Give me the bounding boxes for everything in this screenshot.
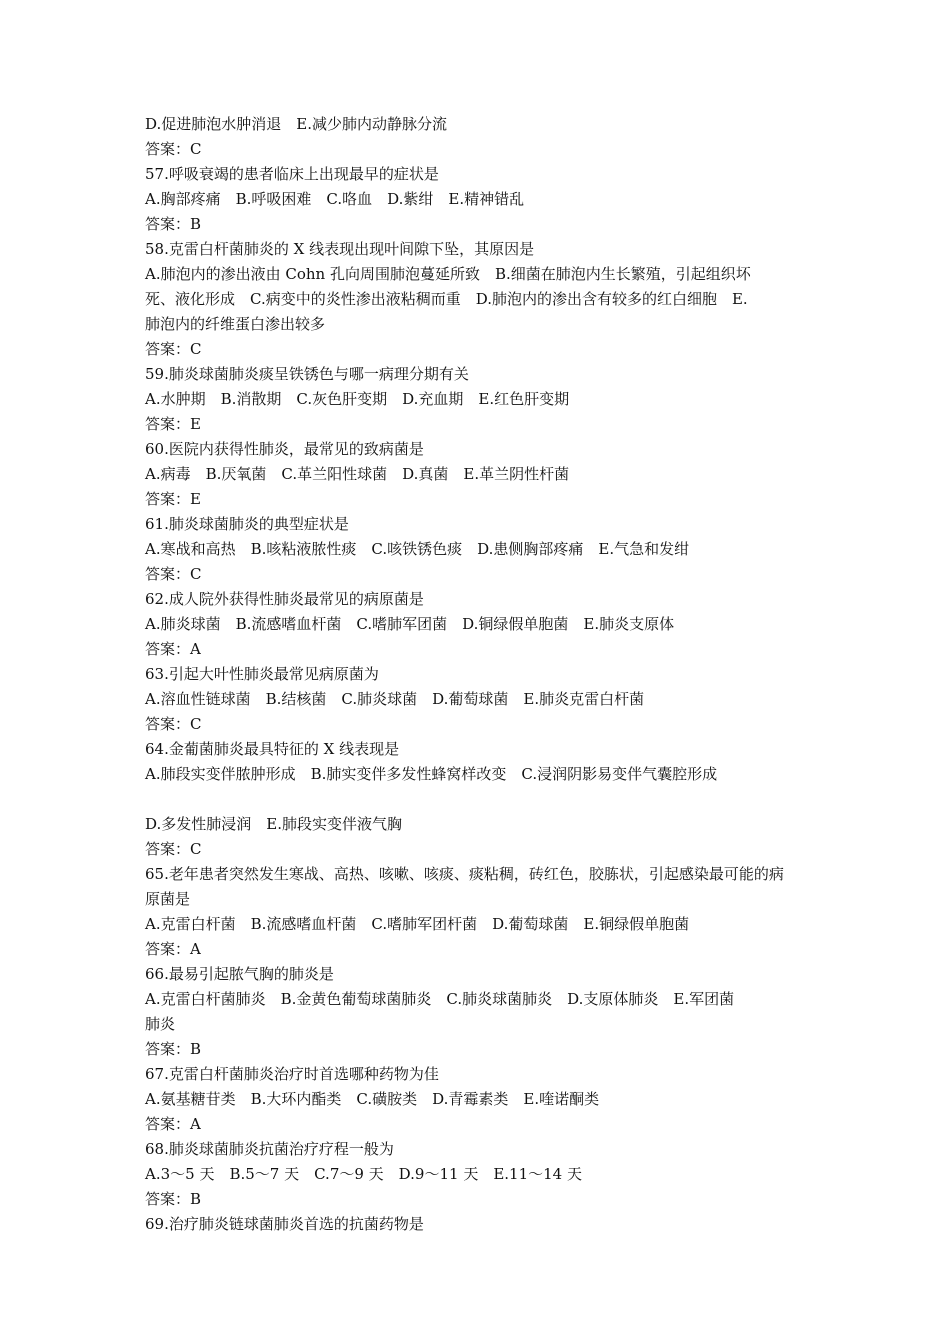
options-65: A.克雷白杆菌 B.流感嗜血杆菌 C.嗜肺军团杆菌 D.葡萄球菌 E.铜绿假单胞菌 [145,915,690,933]
question-57: 57.呼吸衰竭的患者临床上出现最早的症状是 [145,165,439,183]
options-66-line-1: A.克雷白杆菌肺炎 B.金黄色葡萄球菌肺炎 C.肺炎球菌肺炎 D.支原体肺炎 E.军团菌 [145,990,735,1008]
question-61: 61.肺炎球菌肺炎的典型症状是 [145,515,349,533]
options-63: A.溶血性链球菌 B.结核菌 C.肺炎球菌 D.葡萄球菌 E.肺炎克雷白杆菌 [145,690,645,708]
blank-line [145,787,810,812]
options-58-line-2: 死、液化形成 C.病变中的炎性渗出液粘稠而重 D.肺泡内的渗出含有较多的红白细胞 E. [145,290,748,308]
options-64-line-1: A.肺段实变伴脓肿形成 B.肺实变伴多发性蜂窝样改变 C.浸润阴影易变伴气囊腔形成 [145,765,718,783]
question-68: 68.肺炎球菌肺炎抗菌治疗疗程一般为 [145,1140,394,1158]
question-59: 59.肺炎球菌肺炎痰呈铁锈色与哪一病理分期有关 [145,365,469,383]
answer-66: 答案：B [145,1040,202,1058]
options-58-line-3: 肺泡内的纤维蛋白渗出较多 [145,315,326,333]
question-65-line-2: 原菌是 [145,890,191,908]
answer-65: 答案：A [145,940,201,958]
options-62: A.肺炎球菌 B.流感嗜血杆菌 C.嗜肺军团菌 D.铜绿假单胞菌 E.肺炎支原体 [145,615,675,633]
option-line: D.促进肺泡水肿消退 E.减少肺内动静脉分流 [145,115,447,133]
answer-line: 答案：C [145,140,202,158]
answer-62: 答案：A [145,640,201,658]
answer-64: 答案：C [145,840,202,858]
answer-67: 答案：A [145,1115,201,1133]
question-65-line-1: 65.老年患者突然发生寒战、高热、咳嗽、咳痰、痰粘稠，砖红色，胶胨状，引起感染最可能的病 [145,865,784,883]
question-64: 64.金葡菌肺炎最具特征的 X 线表现是 [145,740,400,758]
answer-68: 答案：B [145,1190,202,1208]
answer-59: 答案：E [145,415,201,433]
answer-60: 答案：E [145,490,201,508]
options-61: A.寒战和高热 B.咳粘液脓性痰 C.咳铁锈色痰 D.患侧胸部疼痛 E.气急和发绀 [145,540,690,558]
question-66: 66.最易引起脓气胸的肺炎是 [145,965,334,983]
question-60: 60.医院内获得性肺炎，最常见的致病菌是 [145,440,424,458]
question-69: 69.治疗肺炎链球菌肺炎首选的抗菌药物是 [145,1215,424,1233]
answer-61: 答案：C [145,565,202,583]
document-page [145,112,810,1237]
question-67: 67.克雷白杆菌肺炎治疗时首选哪种药物为佳 [145,1065,439,1083]
options-58-line-1: A.肺泡内的渗出液由 Cohn 孔向周围肺泡蔓延所致 B.细菌在肺泡内生长繁殖，引起组织坏 [145,265,751,283]
options-64-line-2: D.多发性肺浸润 E.肺段实变伴液气胸 [145,815,402,833]
answer-58: 答案：C [145,340,202,358]
options-60: A.病毒 B.厌氧菌 C.革兰阳性球菌 D.真菌 E.革兰阴性杆菌 [145,465,570,483]
options-59: A.水肿期 B.消散期 C.灰色肝变期 D.充血期 E.红色肝变期 [145,390,570,408]
options-68: A.3～5 天 B.5～7 天 C.7～9 天 D.9～11 天 E.11～14 天 [145,1165,582,1183]
question-63: 63.引起大叶性肺炎最常见病原菌为 [145,665,379,683]
answer-57: 答案：B [145,215,202,233]
options-67: A.氨基糖苷类 B.大环内酯类 C.磺胺类 D.青霉素类 E.喹诺酮类 [145,1090,600,1108]
question-58: 58.克雷白杆菌肺炎的 X 线表现出现叶间隙下坠，其原因是 [145,240,535,258]
options-57: A.胸部疼痛 B.呼吸困难 C.咯血 D.紫绀 E.精神错乱 [145,190,525,208]
answer-63: 答案：C [145,715,202,733]
question-62: 62.成人院外获得性肺炎最常见的病原菌是 [145,590,424,608]
options-66-line-2: 肺炎 [145,1015,176,1033]
